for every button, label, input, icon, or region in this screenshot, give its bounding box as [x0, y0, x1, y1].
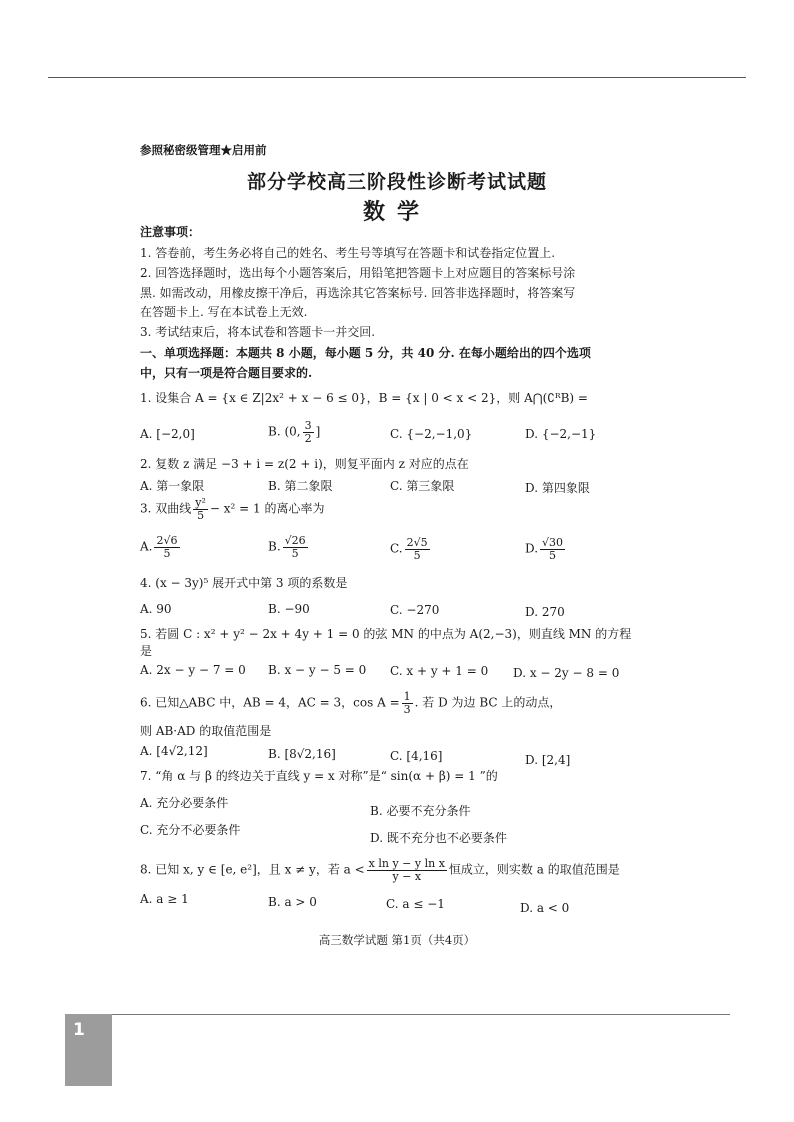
section-heading-line-1: 一、单项选择题：本题共 8 小题，每小题 5 分，共 40 分. 在每小题给出的四个选项 — [140, 346, 591, 360]
q3-stem: 3. 双曲线 $\frac{\text{y²}}{5}$ − x² = 1 的离心率为 — [140, 496, 325, 522]
q6-stem: 6. 已知△ABC 中，AB = 4，AC = 3，cos A = $\frac{1}{3}$ . 若 D 为边 BC 上的动点， — [140, 690, 562, 716]
q6-option-c: C. [4,16] — [390, 749, 443, 763]
q5-option-d: D. x − 2y − 8 = 0 — [513, 666, 620, 680]
q5-option-c: C. x + y + 1 = 0 — [390, 664, 489, 678]
q6-option-b: B. [8√2,16] — [268, 747, 336, 761]
q1-option-b: B. (0, $\frac{3}{2}$ ] — [268, 419, 321, 445]
bottom-divider — [112, 1014, 730, 1015]
q8-option-d: D. a < 0 — [520, 901, 570, 915]
secret-label: 参照秘密级管理★启用前 — [140, 143, 267, 157]
notice-item-2-line-1: 2. 回答选择题时，选出每个小题答案后，用铅笔把答题卡上对应题目的答案标号涂 — [140, 266, 576, 280]
q5-stem-line-1: 5. 若圆 C : x² + y² − 2x + 4y + 1 = 0 的弦 MN 的中点为 A(2,−3)，则直线 MN 的方程 — [140, 627, 632, 641]
q6-stem-line-2: 则 AB·AD 的取值范围是 — [140, 724, 272, 738]
exam-title: 部分学校高三阶段性诊断考试试题 — [246, 171, 547, 193]
q1-stem: 1. 设集合 A = {x ∈ Z|2x² + x − 6 ≤ 0}，B = {x | 0 < x < 2}，则 A⋂(∁ᴿB) = — [140, 391, 588, 405]
q7-option-d: D. 既不充分也不必要条件 — [370, 831, 507, 845]
q1-option-a: A. [−2,0] — [140, 427, 195, 441]
notice-item-2-line-3: 在答题卡上. 写在本试卷上无效. — [140, 305, 308, 319]
q4-option-b: B. −90 — [268, 602, 310, 616]
q3-option-d: D. $\frac{√30}{5}$ — [525, 536, 564, 562]
q4-option-a: A. 90 — [140, 602, 172, 616]
q4-stem: 4. (x − 3y)⁵ 展开式中第 3 项的系数是 — [140, 576, 348, 590]
q6-option-a: A. [4√2,12] — [140, 744, 208, 758]
q7-stem: 7. “角 α 与 β 的终边关于直线 y = x 对称”是“ sin(α + β) = 1 ”的 — [140, 769, 498, 783]
q7-option-a: A. 充分必要条件 — [140, 796, 229, 810]
q2-option-c: C. 第三象限 — [390, 479, 455, 493]
q2-option-b: B. 第二象限 — [268, 479, 333, 493]
q4-option-d: D. 270 — [525, 605, 565, 619]
q3-option-b: B. $\frac{√26}{5}$ — [268, 534, 306, 560]
q8-option-a: A. a ≥ 1 — [140, 892, 189, 906]
q6-option-d: D. [2,4] — [525, 753, 571, 767]
section-heading-line-2: 中，只有一项是符合题目要求的. — [140, 366, 313, 380]
q7-option-b: B. 必要不充分条件 — [370, 804, 471, 818]
q4-option-c: C. −270 — [390, 603, 440, 617]
subject-title: 数学 — [362, 199, 431, 225]
q1-option-d: D. {−2,−1} — [525, 427, 597, 441]
q8-option-b: B. a > 0 — [268, 895, 317, 909]
top-divider — [48, 77, 746, 78]
q5-option-a: A. 2x − y − 7 = 0 — [140, 663, 246, 677]
q3-option-c: C. $\frac{2√5}{5}$ — [390, 536, 428, 562]
q2-stem: 2. 复数 z 满足 −3 + i = z(2 + i)，则复平面内 z 对应的点在 — [140, 457, 469, 471]
q5-stem-line-2: 是 — [140, 644, 153, 658]
notice-item-3: 3. 考试结束后，将本试卷和答题卡一并交回. — [140, 325, 376, 339]
notice-item-2-line-2: 黑. 如需改动，用橡皮擦干净后，再选涂其它答案标号. 回答非选择题时，将答案写 — [140, 286, 576, 300]
q8-stem: 8. 已知 x, y ∈ [e, e²]，且 x ≠ y，若 a < $\frac{\text{x ln y − y ln x}}{y - x}$ 恒成立，则实数 a 的取值范围是 — [140, 857, 620, 883]
notice-item-1: 1. 答卷前，考生务必将自己的姓名、考生号等填写在答题卡和试卷指定位置上. — [140, 246, 556, 260]
q1-option-c: C. {−2,−1,0} — [390, 427, 473, 441]
q2-option-d: D. 第四象限 — [525, 481, 590, 495]
q8-option-c: C. a ≤ −1 — [386, 897, 445, 911]
q2-option-a: A. 第一象限 — [140, 479, 205, 493]
page-footer: 高三数学试题 第1页（共4页） — [318, 933, 476, 947]
q7-option-c: C. 充分不必要条件 — [140, 823, 241, 837]
page-number-tab: 1 — [65, 1014, 112, 1086]
q5-option-b: B. x − y − 5 = 0 — [268, 663, 367, 677]
q3-option-a: A. $\frac{2√6}{5}$ — [140, 534, 178, 560]
notice-heading: 注意事项： — [140, 225, 201, 239]
